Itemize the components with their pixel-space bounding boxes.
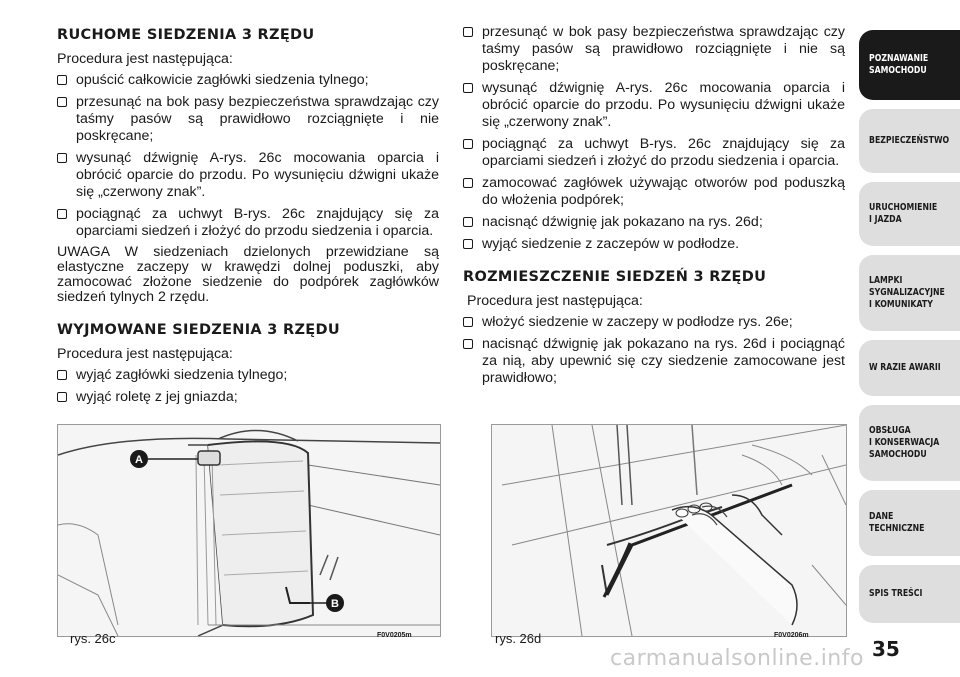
intro-text: Procedura jest następująca:	[467, 293, 643, 309]
list-item: przesunąć w bok pasy bezpieczeństwa sprawdzając czy taśmy pasów są prawidłowo rozciągnięte i nie są poskręcane;	[463, 24, 845, 75]
checkbox-square-icon	[463, 239, 473, 249]
checkbox-square-icon	[463, 139, 473, 149]
list-item: wyjąć zagłówki siedzenia tylnego;	[57, 367, 439, 384]
tab-getting-to-know-car[interactable]: POZNAWANIE SAMOCHODU	[859, 30, 960, 100]
tab-index[interactable]: SPIS TREŚCI	[859, 565, 960, 623]
label-b-marker	[326, 594, 344, 612]
tab-warning-lights[interactable]: LAMPKI SYGNALIZACYJNE I KOMUNIKATY	[859, 255, 960, 331]
list-item: wysunąć dźwignię A-rys. 26c mocowania oparcia i obrócić oparcie do przodu. Po wysunięciu dźwigni ukaże się „czerwony znak”.	[463, 80, 845, 131]
label-a: A	[135, 454, 143, 466]
checkbox-square-icon	[463, 178, 473, 188]
checkbox-square-icon	[57, 153, 67, 163]
checkbox-square-icon	[463, 83, 473, 93]
list-item: włożyć siedzenie w zaczepy w podłodze rys. 26e;	[463, 314, 845, 331]
watermark: carmanualsonline.info	[610, 646, 864, 671]
list-item: pociągnąć za uchwyt B-rys. 26c znajdujący się za oparciami siedzeń i złożyć do przodu siedzenia i oparcia.	[463, 136, 845, 170]
list-item: wyjąć siedzenie z zaczepów w podłodze.	[463, 236, 845, 253]
lever-illustration	[492, 425, 846, 636]
note-text: UWAGA W siedzeniach dzielonych przewidziane są elastyczne zaczepy w krawędzi dolnej poduszki, aby zamocować złożone siedzenie do podpórek zagłówków siedzeń tylnych 2 rzędu.	[57, 244, 439, 305]
checkbox-square-icon	[463, 317, 473, 327]
figure-caption: rys. 26c	[70, 631, 116, 646]
chapter-sidebar	[859, 0, 960, 677]
list-item: zamocować zagłówek używając otworów pod poduszką do włożenia podpórek;	[463, 175, 845, 209]
list-item: opuścić całkowicie zagłówki siedzenia tylnego;	[57, 72, 439, 89]
intro-text: Procedura jest następująca:	[57, 346, 233, 362]
page-number: 35	[872, 637, 900, 661]
checkbox-square-icon	[57, 75, 67, 85]
checkbox-square-icon	[463, 217, 473, 227]
checkbox-square-icon	[463, 27, 473, 37]
left-column	[57, 27, 439, 411]
checkbox-square-icon	[57, 209, 67, 219]
tab-maintenance[interactable]: OBSŁUGA I KONSERWACJA SAMOCHODU	[859, 405, 960, 481]
list-item: wysunąć dźwignię A-rys. 26c mocowania oparcia i obrócić oparcie do przodu. Po wysunięciu dźwigni ukaże się „czerwony znak”.	[57, 150, 439, 201]
checkbox-square-icon	[57, 370, 67, 380]
list-item: przesunąć na bok pasy bezpieczeństwa sprawdzając czy taśmy pasów są prawidłowo rozciągnięte i nie poskręcane;	[57, 94, 439, 145]
label-b: B	[331, 598, 339, 610]
checkbox-square-icon	[57, 392, 67, 402]
checkbox-square-icon	[463, 339, 473, 349]
list-item: nacisnąć dźwignię jak pokazano na rys. 26d;	[463, 214, 845, 231]
heading-movable-seats: RUCHOME SIEDZENIA 3 RZĘDU	[57, 27, 315, 43]
label-a-marker	[130, 450, 148, 468]
tab-starting-driving[interactable]: URUCHOMIENIE I JAZDA	[859, 182, 960, 246]
tab-emergency[interactable]: W RAZIE AWARII	[859, 340, 960, 396]
figure-lever-hand	[491, 424, 847, 637]
right-column	[463, 24, 845, 392]
figure-code: F0V0205m	[377, 632, 412, 639]
heading-removable-seats: WYJMOWANE SIEDZENIA 3 RZĘDU	[57, 322, 340, 338]
figure-code: F0V0206m	[774, 632, 809, 639]
intro-text: Procedura jest następująca:	[57, 51, 233, 67]
heading-seat-arrangement: ROZMIESZCZENIE SIEDZEŃ 3 RZĘDU	[463, 269, 767, 285]
list-item: wyjąć roletę z jej gniazda;	[57, 389, 439, 406]
figure-caption: rys. 26d	[495, 631, 542, 646]
list-item: nacisnąć dźwignię jak pokazano na rys. 26d i pociągnąć za nią, aby upewnić się czy siedzenie zamocowane jest prawidłowo;	[463, 336, 845, 387]
figure-seat-levers	[57, 424, 441, 637]
tab-safety[interactable]: BEZPIECZEŃSTWO	[859, 109, 960, 173]
tab-technical-data[interactable]: DANE TECHNICZNE	[859, 490, 960, 556]
checkbox-square-icon	[57, 97, 67, 107]
seat-illustration	[58, 425, 440, 636]
list-item: pociągnąć za uchwyt B-rys. 26c znajdujący się za oparciami siedzeń i złożyć do przodu siedzenia i oparcia.	[57, 206, 439, 240]
